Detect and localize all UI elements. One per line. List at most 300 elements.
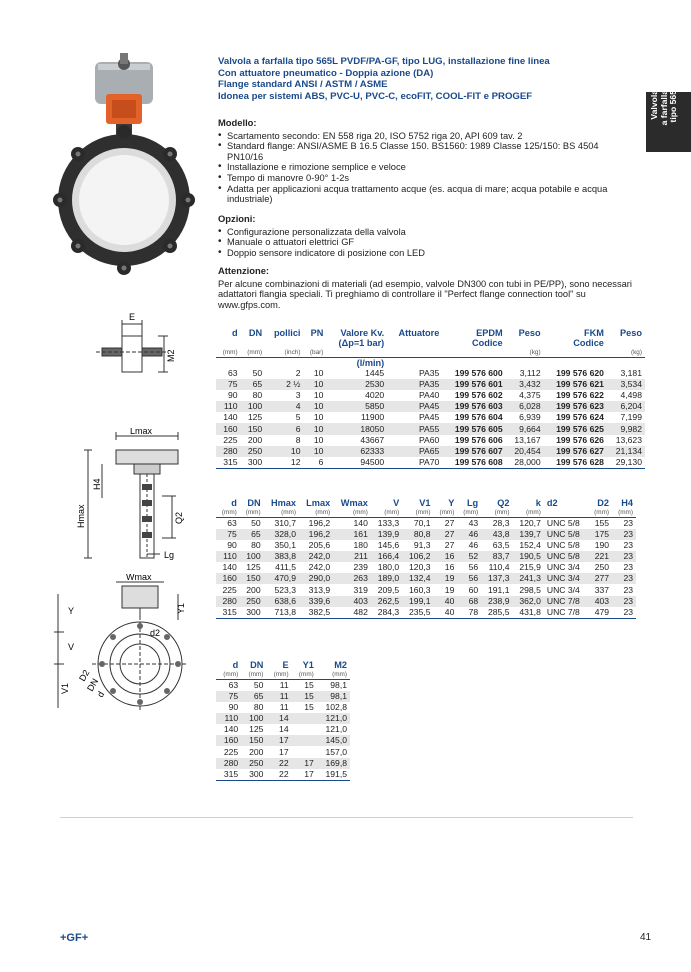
column-header: Lg [466,498,479,508]
table-cell: 23 [612,551,636,562]
column-header: DN [247,498,261,508]
table-cell: 23 [612,596,636,607]
table-cell: 60 [468,584,479,595]
attenzione-section [218,266,633,310]
table-cell: 166,4 [371,551,402,562]
table-cell: 157,0 [325,746,347,757]
column-unit: (kg) [607,348,645,358]
table-cell: 23 [623,518,633,528]
table-cell: 10 [313,368,324,379]
column-unit: (kg) [506,348,544,358]
table-cell: 160,3 [409,584,431,595]
table-cell: 277 [588,573,612,584]
table-cell: UNC 3/4 [546,562,580,573]
table-cell: 100 [241,713,266,724]
table-cell: 3,534 [607,379,645,390]
table-cell: 10 [265,446,303,457]
table-cell: 110 [216,713,241,724]
table-cell: 2 ½ [265,379,303,390]
table-cell: 262,5 [371,596,402,607]
table-cell: 14 [266,713,291,724]
table-cell: 403 [333,596,371,607]
column-header: Codice [471,338,503,348]
column-header: (Δp=1 bar) [338,338,385,348]
table-row [216,540,636,551]
table-cell: 3 [295,390,301,401]
column-header: M2 [334,660,347,670]
table-cell: 199 576 603 [442,401,505,412]
page-number: 41 [640,932,652,943]
column-unit: (mm) [216,670,241,680]
table-cell: 10 [313,412,324,423]
table-cell: 285,5 [481,607,512,619]
table-cell: 11 [266,691,291,702]
table-cell: PA55 [387,423,442,434]
table-cell: 140 [222,562,237,573]
table-cell: 23 [623,584,633,595]
drawing-side-e-m2 [88,312,183,387]
table-header-row [216,328,645,338]
footer-divider [60,817,633,818]
table-cell: 22 [266,769,291,781]
table-cell: 43 [468,518,479,528]
table-cell: 46 [468,540,479,551]
table-cell: 238,9 [481,596,512,607]
table-cell: 250 [240,596,264,607]
table-cell: 11900 [360,412,385,423]
table-units-row [216,508,636,518]
column-unit [265,358,303,369]
table-cell: 94500 [326,457,387,469]
column-unit [544,358,607,369]
table-row [216,562,636,573]
label-h4: H4 [92,478,102,490]
column-unit: (mm) [434,508,458,518]
table-row [216,702,350,713]
table-cell: 199 576 625 [544,423,607,434]
column-header: PN [310,328,324,338]
table-row [216,551,636,562]
column-header [265,338,303,348]
table-row [216,680,350,692]
column-unit: (mm) [371,508,402,518]
table-cell: 17 [292,758,317,769]
column-header: E [282,660,289,670]
table-cell: 200 [247,434,263,445]
table-cell: 315 [216,457,241,469]
label-lmax: Lmax [130,428,153,436]
product-title [218,56,618,102]
table-cell: 180 [353,540,368,551]
table-cell: 199 576 606 [454,434,503,445]
table-cell: 403 [588,596,612,607]
table-cell: 120,7 [519,518,541,528]
table-cell: UNC 7/8 [544,596,588,607]
table-cell: 242,0 [308,562,331,573]
column-header: Q2 [497,498,510,508]
table-cell: 16 [444,562,455,573]
label-lg: Lg [164,550,175,560]
table-cell: 4,375 [519,390,541,401]
table-cell: 133,3 [377,518,400,528]
table-cell: 100 [241,401,266,412]
column-unit: (mm) [240,508,264,518]
table-cell: 298,5 [519,584,541,595]
column-unit: (mm) [612,508,636,518]
table-cell: 100 [240,551,264,562]
table-row [216,368,645,379]
table-cell: 199 576 600 [454,368,503,379]
column-header: V [393,498,400,508]
column-header: pollici [273,328,301,338]
table-cell: 40 [434,607,458,619]
table-cell: 43,8 [481,529,512,540]
column-header: Peso [620,328,642,338]
column-unit [326,348,387,358]
column-unit: (mm) [317,670,350,680]
column-header: Wmax [340,498,368,508]
table-cell: 3,181 [620,368,642,379]
table-row [216,691,350,702]
column-unit [387,358,442,369]
title-line: Con attuatore pneumatico - Doppia azione (DA) [218,67,434,79]
opzioni-section [218,214,633,258]
opzioni-item: • Manuale o attuatori elettrici GF [218,237,633,248]
column-header: Y [448,498,455,508]
column-unit: (mm) [216,508,240,518]
table-cell: 65 [241,691,266,702]
table-cell: 239 [353,562,368,573]
table-cell: 242,0 [299,551,333,562]
column-header: D2 [597,498,610,508]
column-unit: (mm) [292,670,317,680]
table-cell: 362,0 [513,596,544,607]
table-cell: 23 [612,607,636,619]
table-cell: 63 [228,680,239,690]
column-unit: (mm) [481,508,512,518]
table-row [216,446,645,457]
modello-item: • Tempo di manovre 0-90° 1-2s [218,173,633,184]
table-cell: 68 [457,596,481,607]
table-cell: 190 [594,540,610,551]
table-cell: 139,9 [371,529,402,540]
label-hmax: Hmax [76,504,86,528]
table-cell: 125 [247,412,263,423]
column-header [241,338,266,348]
table-units-row [216,348,645,358]
table-cell: 190,5 [513,551,544,562]
table-cell: 19 [434,573,458,584]
label-e: E [129,312,136,322]
table-cell: PA70 [387,457,442,469]
table-cell: 431,8 [513,607,544,619]
table-cell: 121,0 [325,724,347,735]
column-header: k [535,498,541,508]
table-cell: 225 [223,434,238,445]
table-cell: 225 [223,746,239,757]
column-header: Hmax [270,498,296,508]
attenzione-text: Per alcune combinazioni di materiali (ad esempio, valvole DN300 con tubi in PE/PP), sono necessari adattatori flangia speciali. Ti preghiamo di controllare il "Perfect flange connection tool" su www.gfps.com. [218,278,632,310]
table-cell: 199 576 620 [556,368,604,379]
table-cell: 13,623 [615,434,642,445]
table-cell: 310,7 [274,518,296,528]
table-cell: 523,3 [274,584,296,595]
table-row [216,735,350,746]
table-cell: 300 [241,769,266,781]
table-cell [292,746,317,757]
table-cell [292,735,317,746]
table-cell: 91,3 [413,540,431,551]
table-cell: 9,982 [607,423,645,434]
label-y: Y [68,606,75,616]
table-cell: 160 [216,735,241,746]
table-cell: 50 [251,518,261,528]
table-cell: 199 576 622 [556,390,604,401]
column-header [216,338,241,348]
table-cell: 199 576 621 [544,379,607,390]
table-cell: 18050 [326,423,387,434]
table-cell: 90 [227,540,237,551]
table-cell: 199 576 628 [544,457,607,469]
column-header: Valore Kv. [340,328,385,338]
table-cell: 215,9 [519,562,541,573]
table-cell: 11 [279,680,289,690]
title-line: Idonea per sistemi ABS, PVC-U, PVC-C, ecoFIT, COOL-FIT e PROGEF [218,90,533,102]
table-cell: 140 [223,412,238,423]
table-cell: 12 [265,457,303,469]
table-cell: 235,5 [402,607,433,619]
column-unit [241,358,266,369]
column-header: H4 [621,498,633,508]
gf-logo: +GF+ [60,932,89,944]
table-cell: 16 [434,551,458,562]
table-cell: 23 [623,562,633,573]
table-cell: PA35 [418,368,440,379]
table-cell: 315 [216,769,241,781]
table-cell: 10 [303,423,326,434]
table-cell: 70,1 [413,518,431,528]
column-unit: (mm) [333,508,371,518]
table-row [216,518,636,530]
table-cell: 46 [457,529,481,540]
column-unit [442,358,505,369]
table-cell: 28,000 [506,457,544,469]
table-cell: 140 [353,518,368,528]
table-cell: 27 [434,529,458,540]
table-row [216,607,636,619]
table-row [216,423,645,434]
table-cell: 6 [265,423,303,434]
table-cell: 23 [612,573,636,584]
table-cell: 205,6 [308,540,331,551]
table-cell: 315 [216,607,240,619]
column-header: d [231,328,238,338]
table-cell: 175 [588,529,612,540]
table-cell: 137,3 [481,573,512,584]
table-cell: 199 576 627 [544,446,607,457]
table-cell: 199 576 602 [454,390,503,401]
column-unit [303,358,326,369]
table-cell: 196,2 [299,529,333,540]
table-row [216,412,645,423]
table-cell: 43667 [360,434,385,445]
table-row [216,457,645,469]
table-cell: 3,112 [519,368,541,379]
column-header: DN [248,328,263,338]
table-cell: 196,2 [308,518,331,528]
column-unit: (mm) [264,508,299,518]
side-tab-line: a farfalla [658,90,669,126]
table-cell: 5 [295,412,301,423]
column-unit: (mm) [241,348,266,358]
table-cell: 75 [216,691,241,702]
table-dimensions [216,498,636,619]
label-y1: Y1 [176,602,186,614]
table-cell: 4020 [365,390,385,401]
table-cell: UNC 5/8 [546,518,580,528]
column-unit [506,358,544,369]
label-v: V [68,642,75,652]
table-cell: 411,5 [275,562,296,573]
table-cell: 250 [241,446,266,457]
table-cell: 350,1 [274,540,296,551]
table-row [216,758,350,769]
table-cell: 1445 [365,368,385,379]
table-cell: 382,5 [299,607,333,619]
table-cell: 83,7 [481,551,512,562]
table-cell: UNC 7/8 [544,607,588,619]
table-cell: 482 [333,607,371,619]
table-cell: 150 [241,423,266,434]
column-header: d [232,660,239,670]
table-cell: 161 [333,529,371,540]
table-cell: 200 [246,584,261,595]
side-tab-line: Valvola [649,90,659,120]
table-cell: 211 [333,551,371,562]
label-v1: V1 [60,682,70,694]
table-cell: UNC 5/8 [544,529,588,540]
table-cell: 169,8 [317,758,350,769]
column-unit: (mm) [457,508,481,518]
column-unit: (mm) [241,670,266,680]
table-units-row [216,670,350,680]
table-cell: 22 [266,758,291,769]
table-cell: 27 [444,518,455,528]
attenzione-heading: Attenzione: [218,265,270,276]
column-unit: (inch) [265,348,303,358]
column-unit: (mm) [513,508,544,518]
table-cell: 125 [249,724,264,735]
table-cell: 5850 [326,401,387,412]
table-cell: 3,432 [506,379,544,390]
table-cell: 11 [279,702,289,713]
side-tab-line: tipo 565 [668,90,679,123]
table-cell: 250 [241,758,266,769]
column-unit: (mm) [299,508,333,518]
table-cell: 9,664 [506,423,544,434]
product-photo [40,50,210,290]
table-cell: 225 [222,584,237,595]
table-row [216,401,645,412]
table-cell: 199 576 604 [454,412,503,423]
table-cell: 125 [246,562,261,573]
column-header: FKM [584,328,604,338]
column-header [506,338,544,348]
title-line: Flange standard ANSI / ASTM / ASME [218,79,388,91]
modello-heading: Modello: [218,117,257,128]
table-cell: 300 [240,607,264,619]
label-m2: M2 [166,349,176,362]
table-cell: 17 [266,735,291,746]
table-cell: 23 [612,529,636,540]
table-cell: PA65 [387,446,442,457]
table-header-row [216,338,645,348]
modello-item: • Adatta per applicazioni acqua trattamento acque (es. acqua di mare; acqua potabile e acqua industriale) [218,184,633,205]
column-header: d2 [546,498,558,508]
table-row [216,435,645,446]
table-cell: 50 [252,368,263,379]
table-cell: 300 [241,457,266,469]
table-cell: 17 [279,746,289,757]
table-cell: 23 [623,540,633,551]
table-mounting [216,660,350,781]
column-unit [216,358,241,369]
table-cell: 20,454 [506,446,544,457]
table-cell: 10 [303,379,326,390]
table-cell: 110,4 [488,562,510,573]
table-cell: 80 [251,540,261,551]
table-cell: 52 [457,551,481,562]
column-unit: (mm) [402,508,433,518]
table-row [216,769,350,781]
table-cell: 199 576 601 [442,379,505,390]
table-row [216,379,645,390]
column-unit: (mm) [216,348,241,358]
table-cell: 139,7 [513,529,544,540]
column-header: DN [250,660,264,670]
table-cell: 78 [457,607,481,619]
table-cell: 199 576 605 [442,423,505,434]
table-cell: 191,5 [317,769,350,781]
column-unit [607,358,645,369]
table-cell: 110 [216,551,240,562]
table-cell: 121,0 [317,713,350,724]
table-cell: UNC 3/4 [546,584,580,595]
table-cell: 17 [292,769,317,781]
drawing-side-elevation [72,428,192,568]
label-wmax: Wmax [126,574,152,582]
table-header-row [216,660,350,670]
table-cell: 199,1 [402,596,433,607]
table-cell: 10 [313,434,324,445]
table-cell: 2 [295,368,301,379]
table-cell: 140 [223,724,239,735]
table-cell: 90 [228,390,238,401]
label-d2-large: D2 [77,668,92,683]
column-unit: (bar) [303,348,326,358]
table-cell: 145,6 [377,540,400,551]
table-cell: 63 [227,518,237,528]
table-cell: 479 [588,607,612,619]
column-header: Peso [518,328,541,338]
table-cell: 65 [240,529,264,540]
table-cell: 150 [241,735,266,746]
table-cell: UNC 3/4 [544,573,588,584]
table-cell: 280 [216,446,241,457]
table-cell: 199 576 624 [556,412,604,423]
table-cell: 10 [303,446,326,457]
table-cell: 65 [241,379,266,390]
